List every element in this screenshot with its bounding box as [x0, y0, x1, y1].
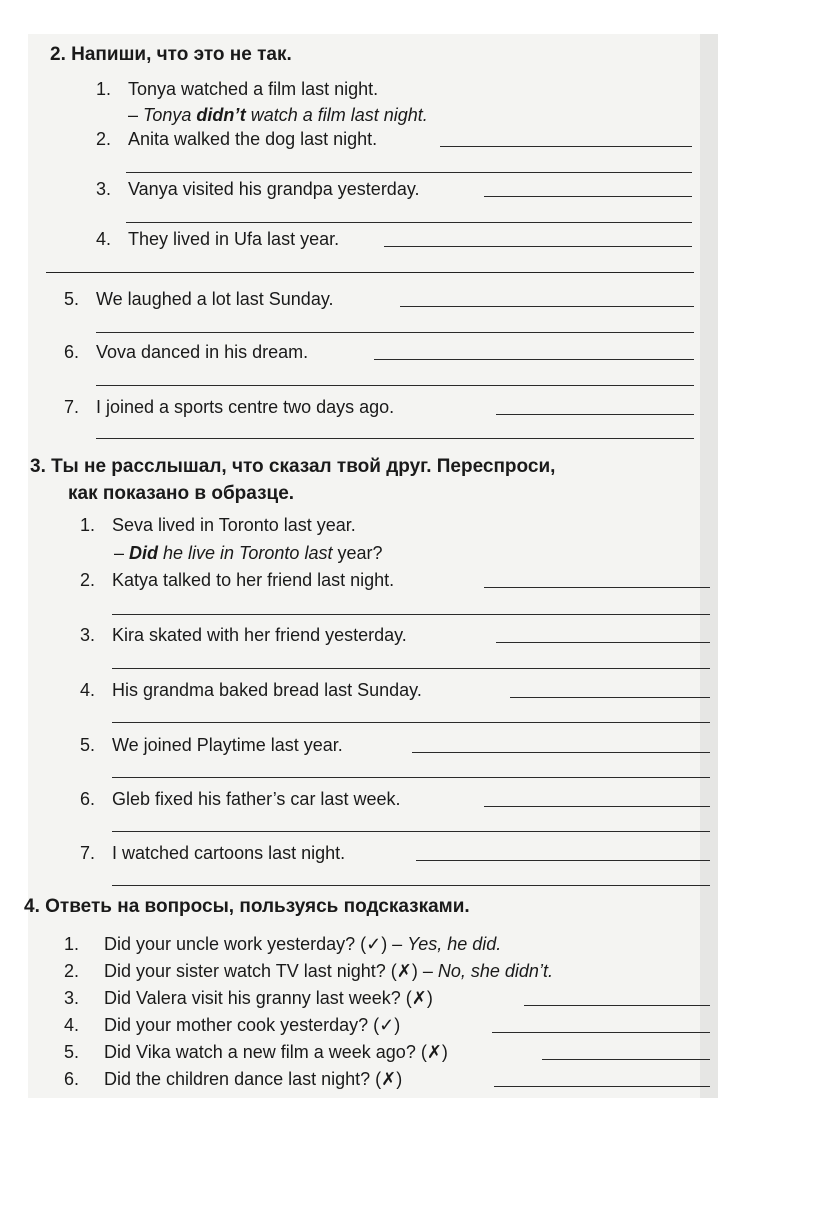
- ex3-item-7: [80, 844, 345, 862]
- item-number: 1.: [80, 515, 96, 535]
- ex2-item-5: [64, 290, 334, 308]
- ex3-item-5: [80, 736, 343, 754]
- item-text: Did the children dance last night? (✗): [104, 1069, 403, 1089]
- ex2-answer-line-4a[interactable]: [384, 246, 692, 247]
- item-text: Did Vika watch a new film a week ago? (✗): [104, 1042, 448, 1062]
- item-text: Did your mother cook yesterday? (✓): [104, 1015, 401, 1035]
- item-text: I joined a sports centre two days ago.: [96, 397, 395, 417]
- ex3-item-6: [80, 790, 400, 808]
- item-number: 1.: [64, 934, 80, 954]
- ex2-answer-line-5a[interactable]: [400, 306, 694, 307]
- item-number: 4.: [64, 1015, 80, 1035]
- example-dash: –: [128, 105, 144, 125]
- ex4-item-6: [64, 1070, 402, 1088]
- ex3-answer-line-4b[interactable]: [112, 722, 710, 723]
- ex2-item-2: [96, 130, 377, 148]
- item-number: 6.: [64, 342, 80, 362]
- ex3-answer-line-7b[interactable]: [112, 885, 710, 886]
- item-text: Vova danced in his dream.: [96, 342, 309, 362]
- ex4-answer-line-5[interactable]: [542, 1059, 710, 1060]
- ex3-answer-line-4a[interactable]: [510, 697, 710, 698]
- ex2-answer-line-7a[interactable]: [496, 414, 694, 415]
- ex2-answer-line-5b[interactable]: [96, 332, 694, 333]
- ex2-item-4: [96, 230, 339, 248]
- item-number: 2.: [64, 961, 80, 981]
- item-number: 4.: [96, 229, 112, 249]
- item-text: Did your uncle work yesterday? (✓) –: [104, 934, 408, 954]
- item-number: 4.: [80, 680, 96, 700]
- example-text-c: watch a film last night.: [245, 105, 428, 125]
- ex3-answer-line-2a[interactable]: [484, 587, 710, 588]
- ex3-answer-line-3b[interactable]: [112, 668, 710, 669]
- ex3-item-2: [80, 571, 394, 589]
- item-number: 6.: [80, 789, 96, 809]
- ex4-item-4: [64, 1016, 400, 1034]
- item-answer: No, she didn’t.: [437, 961, 553, 981]
- ex3-answer-line-5b[interactable]: [112, 777, 710, 778]
- item-text: Seva lived in Toronto last year.: [112, 515, 356, 535]
- item-number: 1.: [96, 79, 112, 99]
- item-number: 5.: [64, 1042, 80, 1062]
- exercise-2-heading: 2. Напиши, что это не так.: [50, 44, 292, 65]
- item-text: Kira skated with her friend yesterday.: [112, 625, 407, 645]
- example-text-bold: Did: [129, 543, 159, 563]
- item-number: 5.: [64, 289, 80, 309]
- ex3-answer-line-3a[interactable]: [496, 642, 710, 643]
- ex2-item-1: [96, 80, 378, 98]
- ex2-answer-line-6b[interactable]: [96, 385, 694, 386]
- item-number: 2.: [80, 570, 96, 590]
- ex2-answer-line-2a[interactable]: [440, 146, 692, 147]
- exercise-4-heading: 4. Ответь на вопросы, пользуясь подсказками.: [24, 896, 470, 917]
- ex2-answer-line-3a[interactable]: [484, 196, 692, 197]
- exercise-3-heading-line-1: 3. Ты не расслышал, что сказал твой друг. Переспроси,: [30, 456, 556, 477]
- item-text: Did your sister watch TV last night? (✗) –: [104, 961, 438, 981]
- item-text: Tonya watched a film last night.: [128, 79, 379, 99]
- item-number: 6.: [64, 1069, 80, 1089]
- example-text-a: Tonya: [143, 105, 197, 125]
- ex4-item-1: [64, 935, 501, 953]
- item-text: Katya talked to her friend last night.: [112, 570, 395, 590]
- section-divider: [46, 272, 694, 273]
- ex3-answer-line-7a[interactable]: [416, 860, 710, 861]
- item-text: They lived in Ufa last year.: [128, 229, 340, 249]
- item-number: 7.: [64, 397, 80, 417]
- ex3-answer-line-2b[interactable]: [112, 614, 710, 615]
- ex4-answer-line-4[interactable]: [492, 1032, 710, 1033]
- ex3-item-4: [80, 681, 422, 699]
- ex2-item-6: [64, 343, 308, 361]
- ex2-item-7: [64, 398, 394, 416]
- example-text-bold: didn’t: [196, 105, 246, 125]
- ex2-answer-line-7b[interactable]: [96, 438, 694, 439]
- ex2-answer-line-3b[interactable]: [126, 222, 692, 223]
- ex3-item-1: [80, 516, 356, 534]
- ex3-answer-line-6b[interactable]: [112, 831, 710, 832]
- item-text: I watched cartoons last night.: [112, 843, 346, 863]
- ex2-answer-line-6a[interactable]: [374, 359, 694, 360]
- item-answer: Yes, he did.: [407, 934, 502, 954]
- ex4-item-3: [64, 989, 433, 1007]
- ex3-answer-line-5a[interactable]: [412, 752, 710, 753]
- exercise-3-heading-line-2: как показано в образце.: [68, 483, 295, 504]
- item-number: 3.: [64, 988, 80, 1008]
- example-dash: –: [114, 543, 130, 563]
- ex4-answer-line-3[interactable]: [524, 1005, 710, 1006]
- item-number: 2.: [96, 129, 112, 149]
- example-text-c: year?: [332, 543, 383, 563]
- ex3-answer-line-6a[interactable]: [484, 806, 710, 807]
- ex2-item-3: [96, 180, 420, 198]
- item-text: Did Valera visit his granny last week? (✗): [104, 988, 433, 1008]
- ex3-example-answer: [114, 544, 382, 562]
- item-text: His grandma baked bread last Sunday.: [112, 680, 422, 700]
- ex4-item-2: [64, 962, 553, 980]
- page-edge-shadow: [700, 34, 718, 1098]
- item-number: 3.: [96, 179, 112, 199]
- item-text: Gleb fixed his father’s car last week.: [112, 789, 401, 809]
- example-text-b: he live in Toronto last: [158, 543, 333, 563]
- ex2-example-answer: [128, 106, 428, 124]
- item-text: Anita walked the dog last night.: [128, 129, 378, 149]
- item-text: We joined Playtime last year.: [112, 735, 343, 755]
- ex2-answer-line-2b[interactable]: [126, 172, 692, 173]
- item-text: We laughed a lot last Sunday.: [96, 289, 334, 309]
- item-number: 3.: [80, 625, 96, 645]
- item-number: 5.: [80, 735, 96, 755]
- item-text: Vanya visited his grandpa yesterday.: [128, 179, 420, 199]
- ex4-item-5: [64, 1043, 448, 1061]
- ex3-item-3: [80, 626, 407, 644]
- ex4-answer-line-6[interactable]: [494, 1086, 710, 1087]
- item-number: 7.: [80, 843, 96, 863]
